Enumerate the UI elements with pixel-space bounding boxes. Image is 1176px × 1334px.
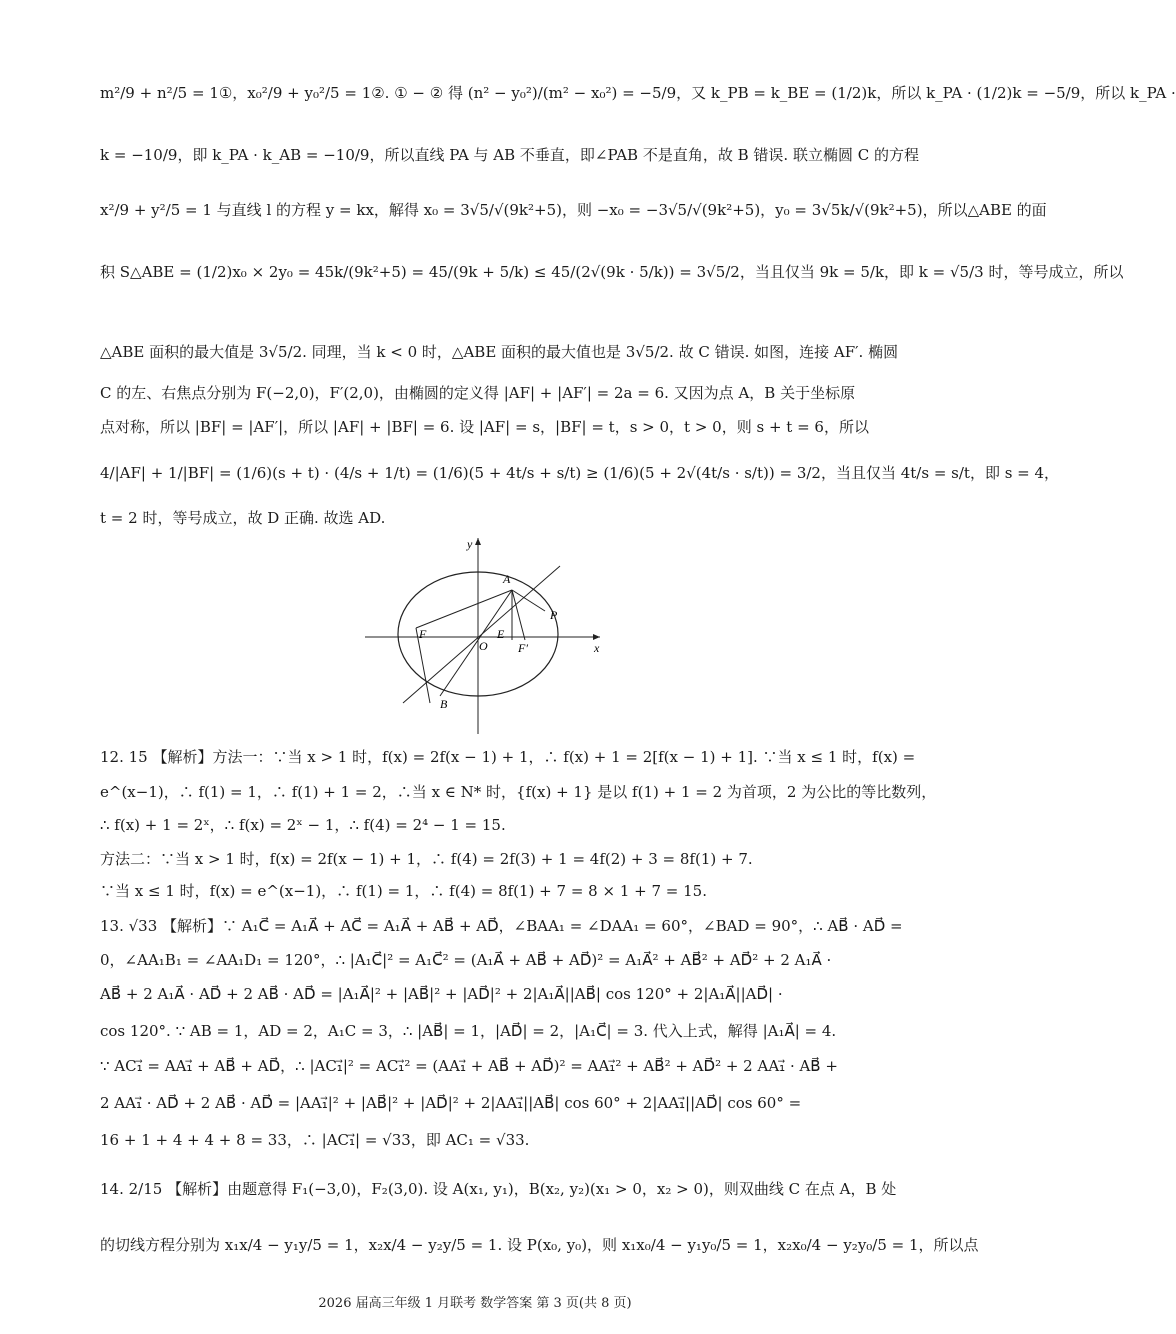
text-line: e^(x−1)，∴ f(1) = 1，∴ f(1) + 1 = 2，∴当 x ∈ N* 时，{f(x) + 1} 是以 f(1) + 1 = 2 为首项，2 为公比的等比数列， — [100, 783, 937, 801]
label-o: O — [479, 639, 488, 653]
label-b: B — [440, 697, 448, 711]
text-line: ∴ f(x) + 1 = 2ˣ，∴ f(x) = 2ˣ − 1，∴ f(4) = 2⁴ − 1 = 15. — [100, 816, 506, 834]
text-line: k = −10/9，即 k_PA · k_AB = −10/9，所以直线 PA 与 AB 不垂直，即∠PAB 不是直角，故 B 错误. 联立椭圆 C 的方程 — [100, 146, 919, 164]
segment-ab — [440, 590, 512, 696]
text-line: 16 + 1 + 4 + 4 + 8 = 33，∴ |AC₁⃗| = √33，即 AC₁ = √33. — [100, 1131, 530, 1149]
text-line: 点对称，所以 |BF| = |AF′|，所以 |AF| + |BF| = 6. 设 |AF| = s，|BF| = t，s > 0，t > 0，则 s + t = 6，所以 — [100, 418, 869, 436]
text-line: cos 120°. ∵ AB = 1，AD = 2，A₁C = 3，∴ |AB⃗| = 1，|AD⃗| = 2，|A₁C⃗| = 3. 代入上式，解得 |A₁A⃗| = 4. — [100, 1022, 837, 1040]
text-line: 4/|AF| + 1/|BF| = (1/6)(s + t) · (4/s + 1/t) = (1/6)(5 + 4t/s + s/t) ≥ (1/6)(5 + 2√(4t/s · s/t)) = 3/2，当且仅当 4t/s = s/t，即 s = 4， — [100, 464, 1060, 482]
label-x: x — [594, 641, 600, 655]
text-line: 14. 2/15 【解析】由题意得 F₁(−3,0)，F₂(3,0). 设 A(x₁, y₁)，B(x₂, y₂)(x₁ > 0，x₂ > 0)，则双曲线 C 在点 A，B 处 — [100, 1180, 897, 1198]
text-line: 的切线方程分别为 x₁x/4 − y₁y/5 = 1，x₂x/4 − y₂y/5 = 1. 设 P(x₀, y₀)，则 x₁x₀/4 − y₁y₀/5 = 1，x₂x₀/4 − y₂y₀/5 = 1，所以点 — [100, 1236, 979, 1254]
text-line: ∵ AC₁⃗ = AA₁⃗ + AB⃗ + AD⃗，∴ |AC₁⃗|² = AC₁⃗² = (AA₁⃗ + AB⃗ + AD⃗)² = AA₁⃗² + AB⃗² + AD⃗² + 2 AA₁⃗ · AB⃗ + — [100, 1057, 838, 1075]
text-line: C 的左、右焦点分别为 F(−2,0)，F′(2,0)，由椭圆的定义得 |AF| + |AF′| = 2a = 6. 又因为点 A，B 关于坐标原 — [100, 384, 856, 402]
page-footer: 2026 届高三年级 1 月联考 数学答案 第 3 页(共 8 页) — [318, 1296, 632, 1311]
ellipse-figure — [360, 534, 610, 734]
label-p: P — [550, 608, 558, 622]
text-line: 13. √33 【解析】∵ A₁C⃗ = A₁A⃗ + AC⃗ = A₁A⃗ + AB⃗ + AD⃗，∠BAA₁ = ∠DAA₁ = 60°，∠BAD = 90°，∴ AB⃗ · AD⃗ = — [100, 917, 903, 935]
text-line: AB⃗ + 2 A₁A⃗ · AD⃗ + 2 AB⃗ · AD⃗ = |A₁A⃗|² + |AB⃗|² + |AD⃗|² + 2|A₁A⃗||AB⃗| cos 120° + 2|A₁A⃗||AD⃗| · — [100, 985, 783, 1003]
x-axis-arrow — [593, 634, 600, 640]
text-line: 0，∠AA₁B₁ = ∠AA₁D₁ = 120°，∴ |A₁C⃗|² = A₁C⃗² = (A₁A⃗ + AB⃗ + AD⃗)² = A₁A⃗² + AB⃗² + AD⃗² + 2 A₁A⃗ · — [100, 951, 832, 969]
text-line: ∵当 x ≤ 1 时，f(x) = e^(x−1)，∴ f(1) = 1，∴ f(4) = 8f(1) + 7 = 8 × 1 + 7 = 15. — [100, 882, 707, 900]
text-line: 积 S△ABE = (1/2)x₀ × 2y₀ = 45k/(9k²+5) = 45/(9k + 5/k) ≤ 45/(2√(9k · 5/k)) = 3√5/2，当且仅当 9k = 5/k，即 k = √5/3 时，等号成立，所以 — [100, 263, 1124, 281]
text-line: 2 AA₁⃗ · AD⃗ + 2 AB⃗ · AD⃗ = |AA₁⃗|² + |AB⃗|² + |AD⃗|² + 2|AA₁⃗||AB⃗| cos 60° + 2|AA₁⃗||AD⃗| cos 60° = — [100, 1094, 802, 1112]
label-fprime: F′ — [518, 641, 528, 655]
text-line: t = 2 时，等号成立，故 D 正确. 故选 AD. — [100, 509, 386, 527]
label-a: A — [503, 572, 511, 586]
text-line: △ABE 面积的最大值是 3√5/2. 同理，当 k < 0 时，△ABE 面积的最大值也是 3√5/2. 故 C 错误. 如图，连接 AF′. 椭圆 — [100, 343, 899, 361]
label-f: F — [419, 627, 427, 641]
text-line: 方法二：∵当 x > 1 时，f(x) = 2f(x − 1) + 1，∴ f(4) = 2f(3) + 1 = 4f(2) + 3 = 8f(1) + 7. — [100, 850, 753, 868]
segment-fa — [416, 590, 512, 628]
label-y: y — [467, 537, 473, 551]
y-axis-arrow — [475, 538, 481, 545]
text-line: 12. 15 【解析】方法一：∵当 x > 1 时，f(x) = 2f(x − 1) + 1，∴ f(x) + 1 = 2[f(x − 1) + 1]. ∵当 x ≤ 1 时，f(x) = — [100, 748, 916, 766]
label-e: E — [497, 627, 505, 641]
text-line: x²/9 + y²/5 = 1 与直线 l 的方程 y = kx，解得 x₀ = 3√5/√(9k²+5)，则 −x₀ = −3√5/√(9k²+5)，y₀ = 3√5k/√(9k²+5)，所以△ABE 的面 — [100, 201, 1047, 219]
text-line: m²/9 + n²/5 = 1①，x₀²/9 + y₀²/5 = 1②. ① − ② 得 (n² − y₀²)/(m² − x₀²) = −5/9，又 k_PB = k_BE = (1/2)k，所以 k_PA · (1/2)k = −5/9，所以 k_PA · — [100, 84, 1176, 102]
